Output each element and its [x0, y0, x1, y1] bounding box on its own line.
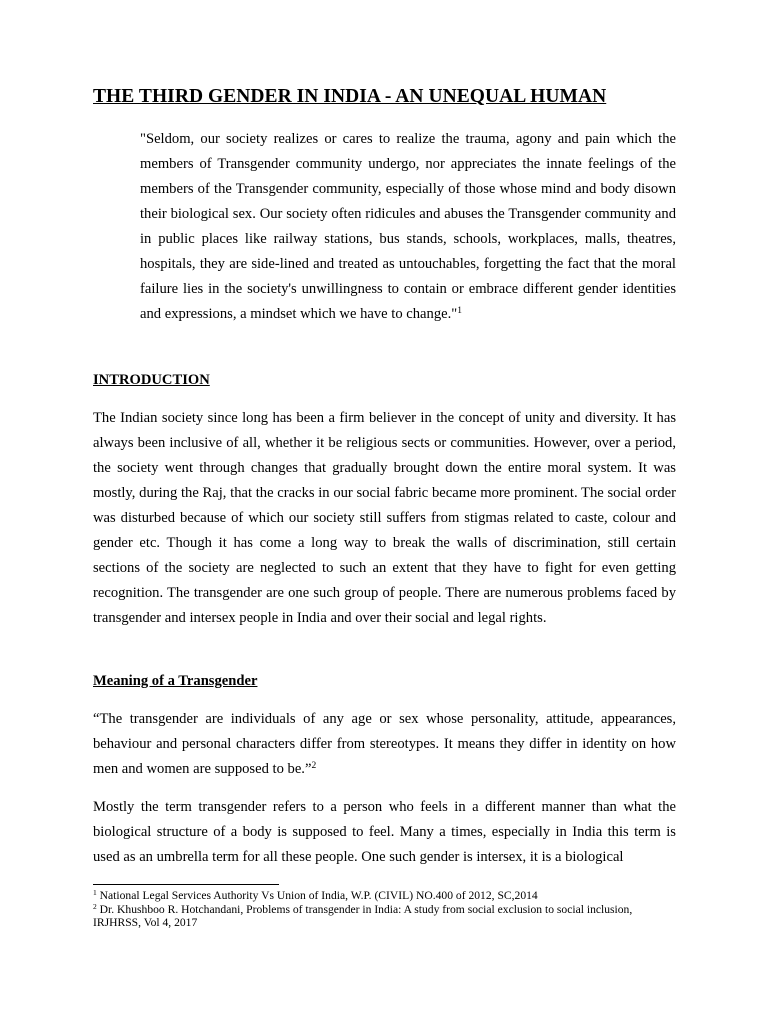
footnote-number-2: 2 [93, 901, 97, 911]
footnote-1 [93, 889, 676, 903]
section-heading-meaning: Meaning of a Transgender [93, 673, 258, 689]
footnote-number-1: 1 [93, 888, 97, 897]
footnote-text-1: National Legal Services Authority Vs Union of India, W.P. (CIVIL) NO.400 of 2012, SC,2014 [99, 889, 538, 902]
definition-paragraph [93, 707, 676, 782]
footnote-ref-2[interactable]: 2 [311, 761, 317, 771]
definition-text: “The transgender are individuals of any age or sex whose personality, attitude, appearances, behaviour and personal characters differ from stereotypes. It means they differ in identity on how men and women are supposed to be.” [93, 711, 676, 777]
introduction-paragraph: The Indian society since long has been a firm believer in the concept of unity and diversity. It has always been inclusive of all, whether it be religious sects or communities. However, over a period, the society went through changes that gradually brought down the entire moral system. It was mostly, during the Raj, that the cracks in our social fabric became more prominent. The social order was disturbed because of which our society still suffers from stigmas related to caste, colour and gender etc. Though it has come a long way to break the walls of discrimination, still certain sections of the society are neglected to such an extent that they have to fight for even getting recognition. The transgender are one such group of people. There are numerous problems faced by transgender and intersex people in India and over their social and legal rights. [93, 410, 676, 626]
footnote-separator [93, 884, 279, 885]
footnote-2 [93, 903, 676, 930]
section-heading-introduction: INTRODUCTION [93, 372, 210, 388]
footnotes [93, 889, 676, 930]
epigraph-text: "Seldom, our society realizes or cares to realize the trauma, agony and pain which the members of Transgender community undergo, nor appreciates the innate feelings of the members of the Transgender community, especially of those whose mind and body disown their biological sex. Our society often ridicules and abuses the Transgender community and in public places like railway stations, bus stands, schools, workplaces, malls, theatres, hospitals, they are side-lined and treated as untouchables, forgetting the fact that the moral failure lies in the society's unwillingness to contain or embrace different gender identities and expressions, a mindset which we have to change." [140, 131, 676, 322]
footnote-text-2: Dr. Khushboo R. Hotchandani, Problems of transgender in India: A study from social exclusion to social inclusion, IRJHRSS, Vol 4, 2017 [93, 902, 633, 929]
document-title: THE THIRD GENDER IN INDIA - AN UNEQUAL HUMAN [93, 86, 607, 107]
epigraph-quote [140, 127, 676, 327]
body-paragraph: Mostly the term transgender refers to a person who feels in a different manner than what the biological structure of a body is supposed to feel. Many a times, especially in India this term is used as an umbrella term for all these people. One such gender is intersex, it is a biological [93, 799, 676, 865]
footnote-ref-1[interactable]: 1 [457, 306, 462, 316]
